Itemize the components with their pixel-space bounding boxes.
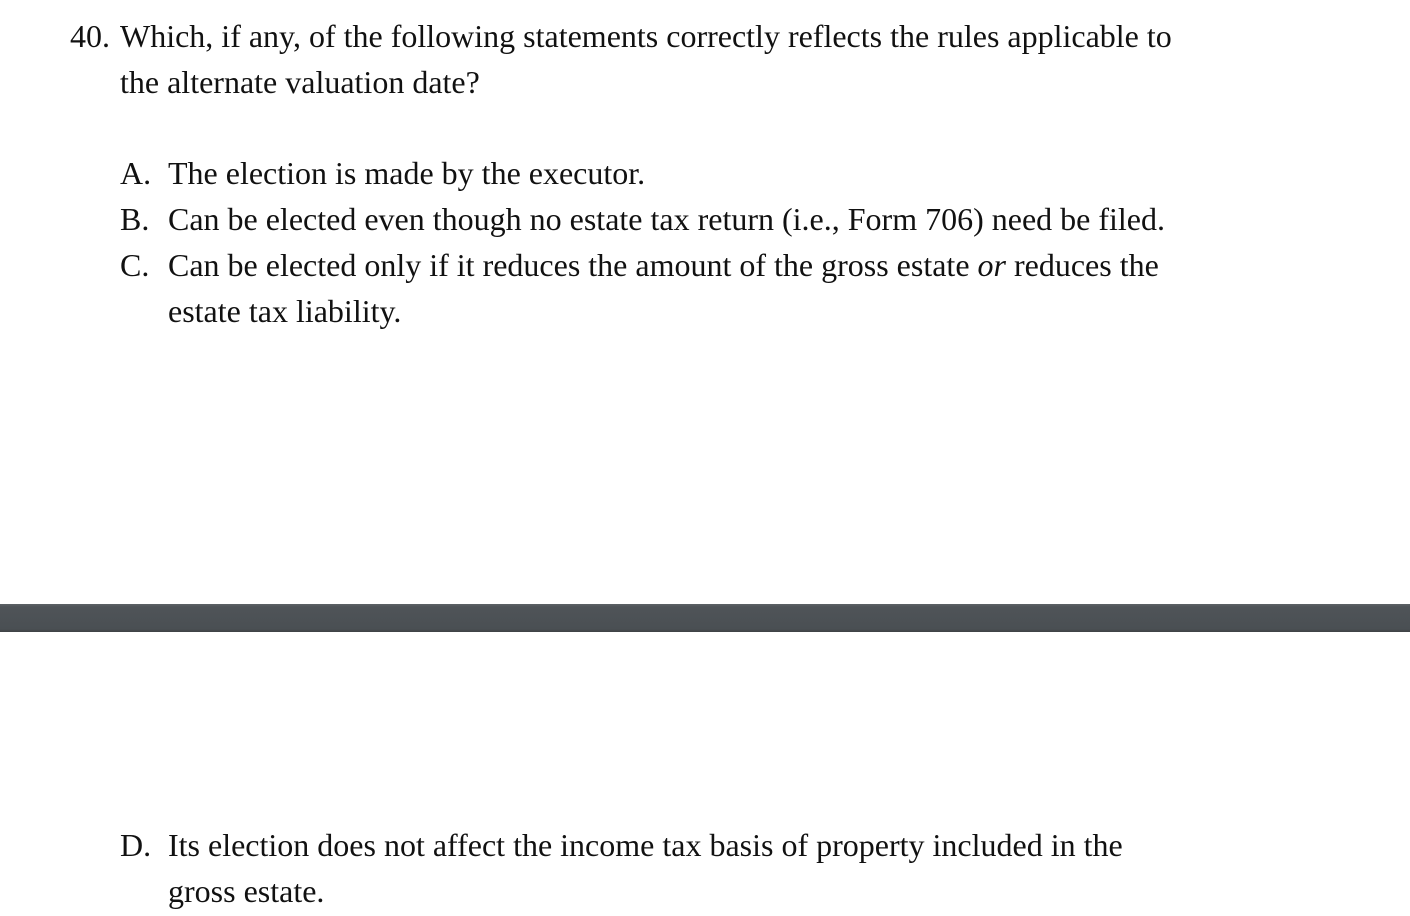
question-text-line-1: Which, if any, of the following statements correctly reflects the rules applicable to bbox=[120, 18, 1172, 54]
option-a-text: The election is made by the executor. bbox=[168, 155, 646, 191]
option-c-text-line-1 bbox=[168, 245, 1159, 285]
option-c-text-before: Can be elected only if it reduces the amount of the gross estate bbox=[168, 247, 978, 283]
question-text-line-2: the alternate valuation date? bbox=[120, 64, 480, 100]
option-d-text-line-1: Its election does not affect the income tax basis of property included in the bbox=[168, 827, 1123, 863]
option-c-text-line-2: estate tax liability. bbox=[168, 293, 402, 329]
option-c-text-after: reduces the bbox=[1005, 247, 1159, 283]
option-b-letter: B. bbox=[120, 201, 150, 237]
option-d-letter: D. bbox=[120, 827, 152, 863]
option-b-text: Can be elected even though no estate tax return (i.e., Form 706) need be filed. bbox=[168, 201, 1165, 237]
page-separator-bar bbox=[0, 604, 1410, 632]
option-a-letter: A. bbox=[120, 155, 152, 191]
document-page-bottom bbox=[0, 632, 1410, 916]
option-c-letter: C. bbox=[120, 247, 150, 283]
option-c-emphasis: or bbox=[977, 247, 1006, 283]
question-number: 40. bbox=[70, 18, 110, 54]
option-d-text-line-2: gross estate. bbox=[168, 873, 325, 909]
